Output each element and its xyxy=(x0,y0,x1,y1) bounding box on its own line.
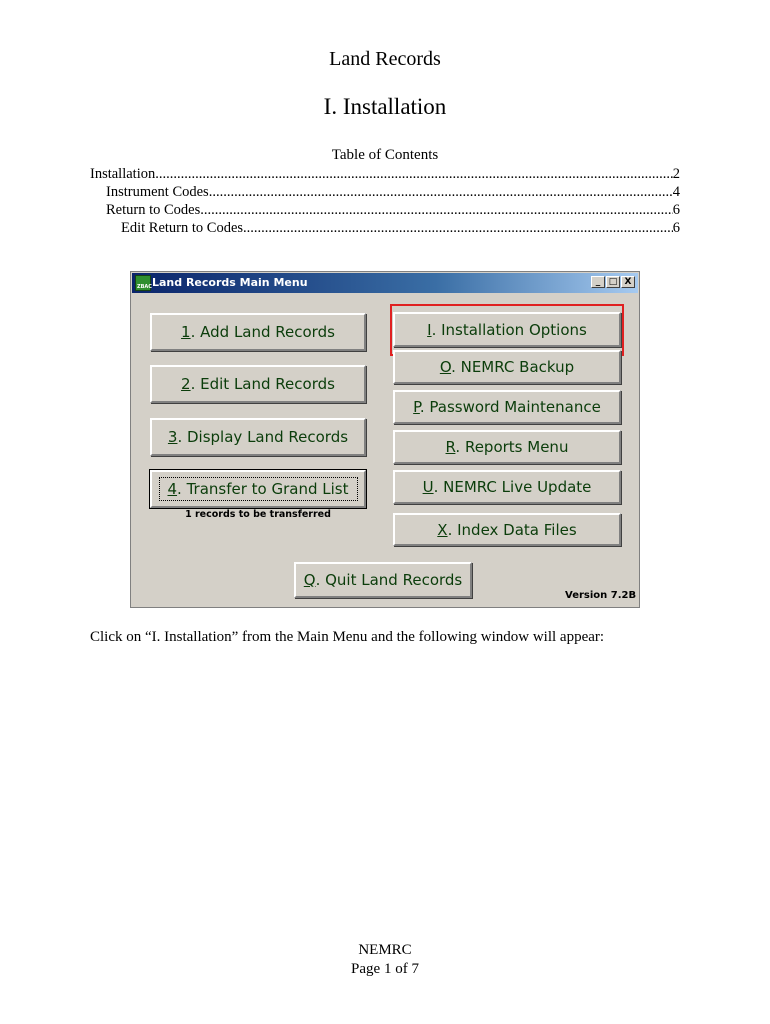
hotkey: 3 xyxy=(167,428,178,446)
hotkey: R xyxy=(445,438,456,456)
maximize-icon[interactable]: □ xyxy=(606,276,620,288)
hotkey: P xyxy=(413,398,420,416)
button-label: . NEMRC Backup xyxy=(451,358,575,376)
nemrc-live-update-button[interactable] xyxy=(393,470,621,504)
toc-entry-page: 2 xyxy=(672,166,680,182)
hotkey: 2 xyxy=(181,375,191,393)
button-label: . Installation Options xyxy=(431,320,587,339)
table-of-contents xyxy=(90,165,680,237)
button-label: . Transfer to Grand List xyxy=(177,480,349,498)
hotkey: U xyxy=(422,478,434,496)
button-label: . Reports Menu xyxy=(455,438,569,456)
quit-land-records-button[interactable] xyxy=(294,562,472,598)
edit-land-records-button[interactable] xyxy=(150,365,366,403)
reports-menu-button[interactable] xyxy=(393,430,621,464)
toc-entry-page: 6 xyxy=(672,220,680,236)
main-menu-window xyxy=(130,271,640,608)
red-highlight-box xyxy=(390,304,624,356)
footer-organization: NEMRC xyxy=(358,942,412,958)
hotkey: X xyxy=(437,520,448,539)
button-label: . Display Land Records xyxy=(177,428,349,446)
close-icon[interactable]: X xyxy=(621,276,635,288)
hotkey: I xyxy=(427,320,432,339)
toc-entry-label: Return to Codes xyxy=(106,202,201,218)
version-label: Version 7.2B xyxy=(565,590,637,601)
toc-entry-label: Installation xyxy=(90,166,156,182)
hotkey: 1 xyxy=(181,323,191,341)
button-label: . Add Land Records xyxy=(190,323,335,341)
document-title: Land Records xyxy=(329,48,441,70)
button-label: . Password Maintenance xyxy=(419,398,601,416)
hotkey: 4 xyxy=(167,480,178,498)
toc-entry-page: 6 xyxy=(672,202,680,218)
app-icon-label: ZBAC xyxy=(137,284,152,290)
hotkey: O xyxy=(439,358,452,376)
button-label: . Quit Land Records xyxy=(315,571,463,589)
instruction-text: Click on “I. Installation” from the Main Menu and the following window will appear: xyxy=(90,629,605,645)
footer-page-number: Page 1 of 7 xyxy=(351,961,419,977)
toc-entry-instrument-codes[interactable] xyxy=(90,183,680,201)
minimize-icon[interactable]: _ xyxy=(591,276,605,288)
transfer-note: 1 records to be transferred xyxy=(185,509,331,520)
toc-entry-return-to-codes[interactable] xyxy=(90,201,680,219)
password-maintenance-button[interactable] xyxy=(393,390,621,424)
index-data-files-button[interactable] xyxy=(393,513,621,546)
window-titlebar[interactable] xyxy=(132,273,638,293)
display-land-records-button[interactable] xyxy=(150,418,366,456)
add-land-records-button[interactable] xyxy=(150,313,366,351)
toc-entry-page: 4 xyxy=(672,184,680,200)
toc-entry-label: Instrument Codes xyxy=(106,184,209,200)
toc-entry-edit-return-to-codes[interactable] xyxy=(90,219,680,237)
hotkey: Q xyxy=(303,571,316,589)
toc-entry-label: Edit Return to Codes xyxy=(121,220,244,236)
button-label: . Index Data Files xyxy=(447,520,577,539)
window-title: Land Records Main Menu xyxy=(152,276,308,289)
button-label: . Edit Land Records xyxy=(190,375,335,393)
button-label: . NEMRC Live Update xyxy=(433,478,592,496)
toc-entry-installation[interactable] xyxy=(90,165,680,183)
toc-title: Table of Contents xyxy=(331,147,439,163)
transfer-to-grand-list-button[interactable] xyxy=(150,470,366,508)
section-heading: I. Installation xyxy=(323,94,447,119)
app-icon xyxy=(135,275,151,291)
nemrc-backup-button[interactable] xyxy=(393,350,621,384)
